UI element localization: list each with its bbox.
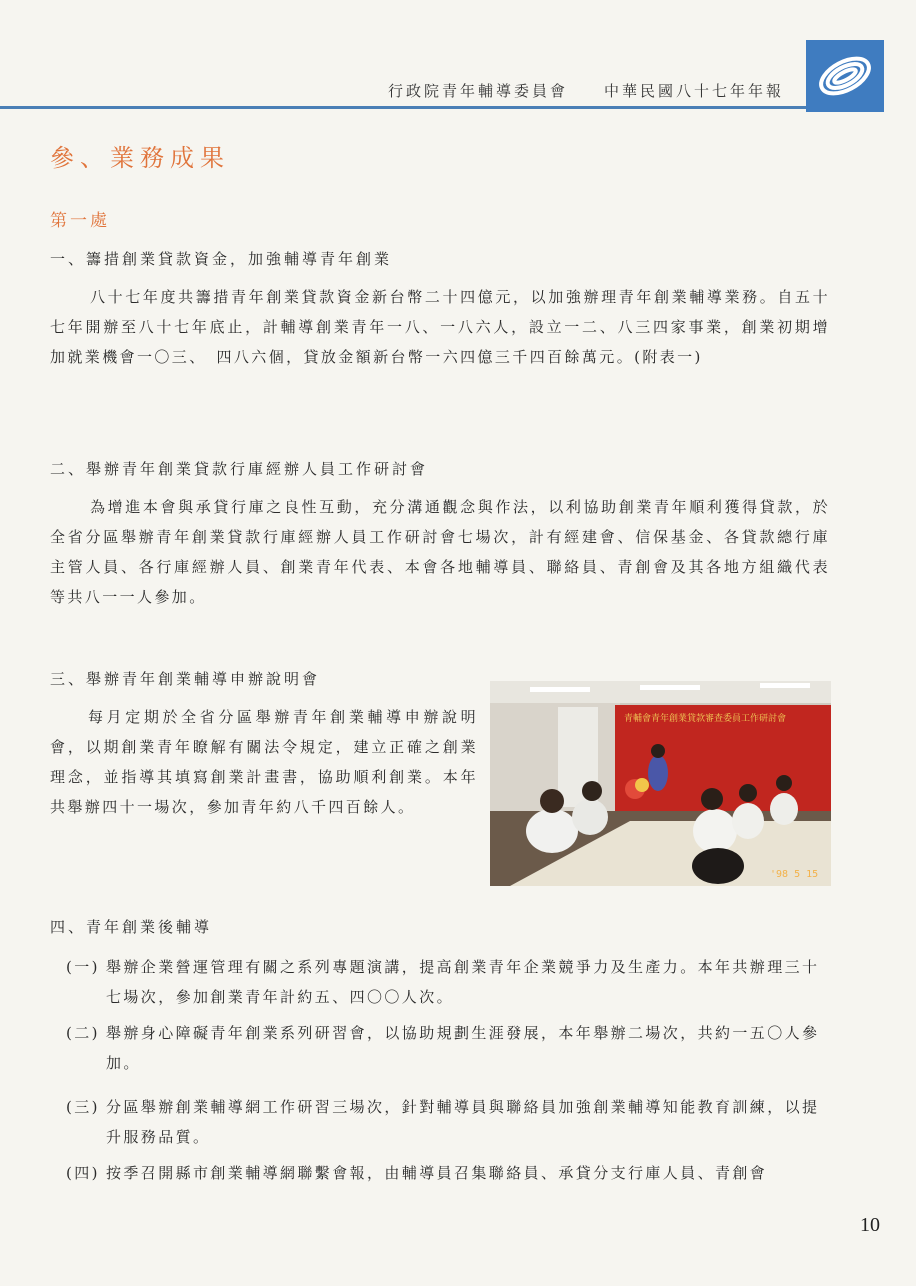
running-header: 行政院青年輔導委員會 中華民國八十七年年報 [388, 82, 785, 100]
item-body-3: 每月定期於全省分區舉辦青年創業輔導申辦說明會，以期創業青年瞭解有關法令規定，建立正確之創業理念，並指導其填寫創業計畫書，協助順利創業。本年共舉辦四十一場次，參加青年約八千四百餘人。 [50, 708, 478, 816]
subitem-marker: (二) [66, 1024, 100, 1042]
meeting-photo [490, 681, 831, 886]
photo-banner-text: 青輔會青年創業貸款審查委員工作研討會 [624, 714, 787, 724]
subitem-marker: (一) [66, 958, 100, 976]
item-heading-2: 二、舉辦青年創業貸款行庫經辦人員工作研討會 [50, 460, 429, 478]
page-number: 10 [860, 1214, 880, 1236]
item-heading-3: 三、舉辦青年創業輔導申辦說明會 [50, 670, 321, 688]
photo-date-stamp: '98 5 15 [770, 869, 819, 880]
item-body-2: 為增進本會與承貸行庫之良性互動，充分溝通觀念與作法，以利協助創業青年順利獲得貸款，於全省分區舉辦青年創業貸款行庫經辦人員工作研討會七場次，計有經建會、信保基金、各貸款總行庫主管人員、各行庫經辦人員、創業青年代表、本會各地輔導員、聯絡員、青創會及其各地方組織代表等共八一一人參加。 [50, 498, 830, 606]
chapter-title: 第一處 [50, 211, 110, 231]
subitem-marker: (三) [66, 1098, 100, 1116]
subitem-text: 舉辦企業營運管理有關之系列專題演講，提高創業青年企業競爭力及生產力。本年共辦理三十七場次，參加創業青年計約五、四〇〇人次。 [106, 958, 820, 1006]
item-heading-4: 四、青年創業後輔導 [50, 918, 213, 936]
subitem-text: 按季召開縣市創業輔導網聯繫會報，由輔導員召集聯絡員、承貸分支行庫人員、青創會 [106, 1164, 768, 1182]
item-body-1: 八十七年度共籌措青年創業貸款資金新台幣二十四億元，以加強辦理青年創業輔導業務。自五十七年開辦至八十七年底止，計輔導創業青年一八、一八六人，設立一二、八三四家事業，創業初期增加就業機會一〇三、 四八六個，貸放金額新台幣一六四億三千四百餘萬元。(附表一) [50, 288, 830, 366]
subitem-text: 分區舉辦創業輔導網工作研習三場次，針對輔導員與聯絡員加強創業輔導知能教育訓練，以提升服務品質。 [106, 1098, 820, 1146]
logo-icon [806, 40, 884, 112]
header-rule [0, 106, 808, 109]
subitem-marker: (四) [66, 1164, 100, 1182]
section-title: 參、業務成果 [50, 144, 230, 172]
item-heading-1: 一、籌措創業貸款資金，加強輔導青年創業 [50, 250, 393, 268]
subitem-text: 舉辦身心障礙青年創業系列研習會，以協助規劃生涯發展，本年舉辦二場次，共約一五〇人參加。 [106, 1024, 820, 1072]
